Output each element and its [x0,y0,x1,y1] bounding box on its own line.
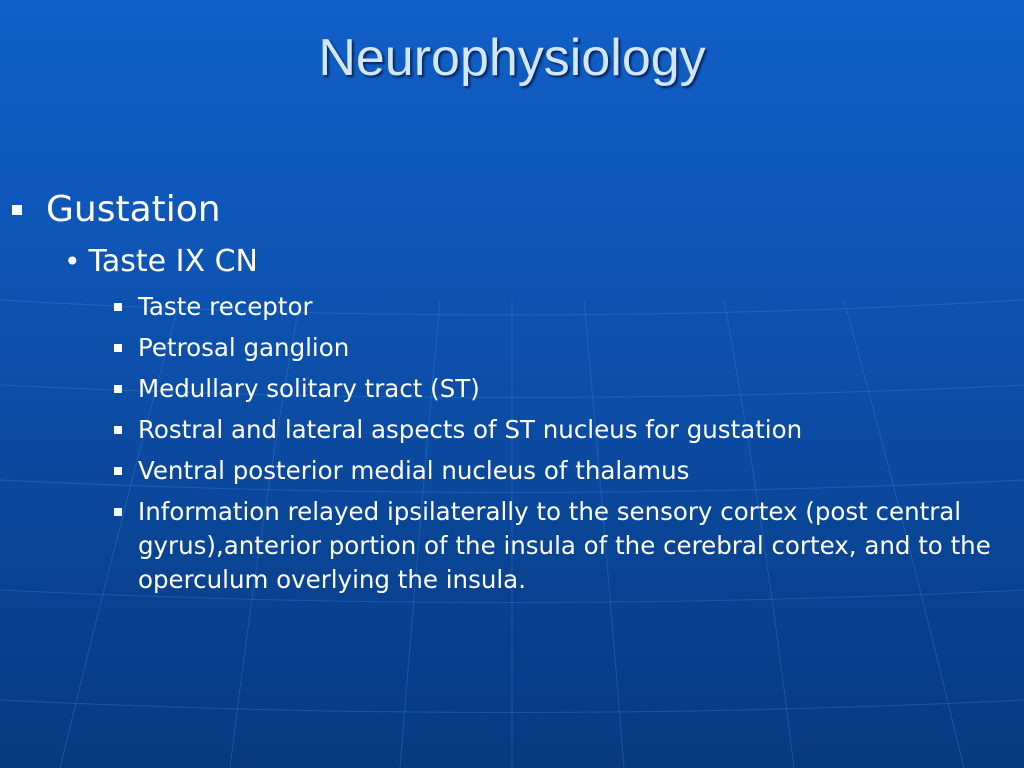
bullet-text: Medullary solitary tract (ST) [138,374,480,403]
bullet-level3-item [114,454,1004,488]
bullet-level2-taste [64,244,258,280]
bullet-text: Petrosal ganglion [138,333,350,362]
square-bullet-icon [114,508,122,516]
bullet-text: Ventral posterior medial nucleus of thalamus [138,456,690,485]
bullet-level3-item [114,331,1004,365]
bullet-level3-item [114,290,1004,324]
bullet-text: Information relayed ipsilaterally to the sensory cortex (post central gyrus),anterior portion of the insula of the cerebral cortex, and to the operculum overlying the insula. [138,497,991,594]
bullet-level3-item [114,413,1004,447]
square-bullet-icon [114,467,122,475]
square-bullet-icon [12,205,22,215]
bullet-level3-item [114,372,1004,406]
slide-title: Neurophysiology [318,29,706,87]
bullet-text: Rostral and lateral aspects of ST nucleus for gustation [138,415,803,444]
square-bullet-icon [114,344,122,352]
bullet-text: Taste receptor [138,292,313,321]
bullet-text: Taste IX CN [88,244,258,279]
bullet-level1-gustation [12,188,221,232]
square-bullet-icon [114,303,122,311]
round-bullet-icon: • [64,245,81,278]
square-bullet-icon [114,385,122,393]
bullet-level3-item [114,495,1004,597]
bullet-text: Gustation [46,189,221,230]
square-bullet-icon [114,426,122,434]
